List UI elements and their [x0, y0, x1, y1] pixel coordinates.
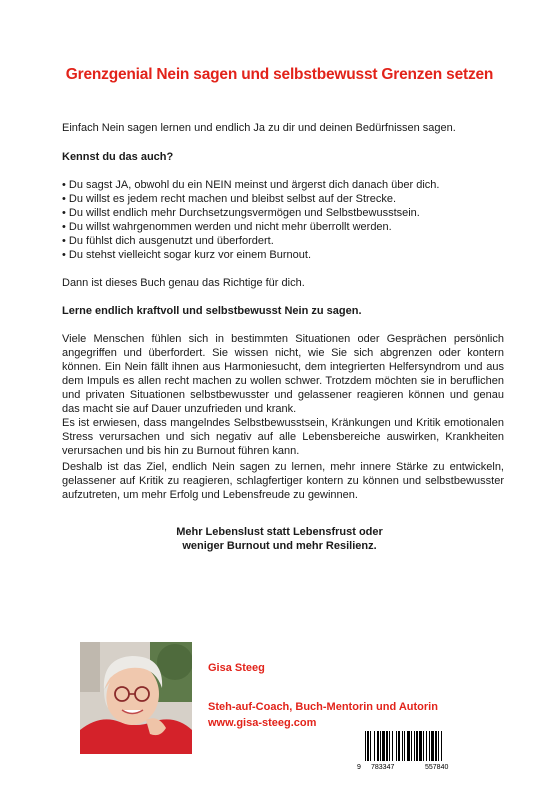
barcode-bar: [374, 731, 375, 761]
closing-tagline: [0, 525, 559, 553]
barcode-bar: [423, 731, 424, 761]
barcode-bar: [367, 731, 369, 761]
paragraph-1: Viele Menschen fühlen sich in bestimmten Situationen oder Gesprächen persönlich angegriffen und überfordert. Sie wissen nicht, wie Sie sich abgrenzen oder kontern können. Ein Nein fällt ihnen aus Harmoniesucht, dem integrierten Helfersyndrom und aus dem Impuls es allen recht machen zu wollen schwer. Trotzdem möchten sie in beruflichen und privaten Situationen selbstbewusster und gelassener reagieren können und genau das macht sie auf Dauer unzufrieden und krank.: [62, 333, 504, 415]
barcode-bar: [398, 731, 400, 761]
barcode-bar: [365, 731, 366, 761]
barcode-bar: [389, 731, 390, 761]
barcode-bar: [426, 731, 427, 761]
barcode-bar: [392, 731, 393, 761]
closing-line-2: weniger Burnout und mehr Resilienz.: [182, 540, 377, 552]
bullet-item: • Du stehst vielleicht sogar kurz vor einem Burnout.: [62, 249, 312, 261]
barcode-digit-prefix: 9: [357, 764, 361, 771]
barcode-bar: [435, 731, 437, 761]
author-roles: Steh-auf-Coach, Buch-Mentorin und Autorin: [208, 701, 438, 713]
author-photo: [80, 642, 192, 754]
paragraph-2: Es ist erwiesen, dass mangelndes Selbstbewusstsein, Kränkungen und Kritik emotionalen Stress verursachen und sich negativ auf alle Lebensbereiche auswirken, Krankheiten verursachen und bis hin zu Burnout führen kann.: [62, 417, 504, 457]
barcode-digits-left: 783347: [371, 764, 395, 771]
isbn-barcode: [355, 723, 479, 771]
barcode-bar: [407, 731, 410, 761]
barcode-bar: [377, 731, 379, 761]
barcode-bar: [370, 731, 371, 761]
bullet-item: • Du willst endlich mehr Durchsetzungsvermögen und Selbstbewusstsein.: [62, 207, 420, 219]
barcode-bar: [402, 731, 403, 761]
author-website-link[interactable]: www.gisa-steeg.com: [208, 717, 317, 729]
barcode-bar: [404, 731, 405, 761]
author-portrait-illustration: [80, 642, 192, 754]
lerne-heading: Lerne endlich kraftvoll und selbstbewusst Nein zu sagen.: [62, 305, 362, 317]
closing-line-1: Mehr Lebenslust statt Lebensfrust oder: [176, 526, 383, 538]
bullet-item: • Du willst es jedem recht machen und bleibst selbst auf der Strecke.: [62, 193, 397, 205]
barcode-digits-right: 557840: [425, 764, 449, 771]
barcode-bar: [411, 731, 412, 761]
deshalb-paragraph: Deshalb ist das Ziel, endlich Nein sagen zu lernen, mehr innere Stärke zu entwickeln, gelassener auf Kritik zu reagieren, schlagfertiger kontern zu können und selbstbewusster aufzutreten, um mehr Erfolg und Lebensfreude zu gewinnen.: [62, 461, 504, 501]
barcode-bar: [416, 731, 418, 761]
barcode-bar: [414, 731, 415, 761]
bullet-item: • Du willst wahrgenommen werden und nicht mehr überrollt werden.: [62, 221, 392, 233]
question-heading: Kennst du das auch?: [62, 151, 174, 163]
barcode-bar: [380, 731, 381, 761]
back-cover-title: Grenzgenial Nein sagen und selbstbewusst Grenzen setzen: [65, 66, 494, 83]
barcode-bar: [396, 731, 397, 761]
barcode-bar: [419, 731, 422, 761]
bullet-item: • Du sagst JA, obwohl du ein NEIN meinst und ärgerst dich danach über dich.: [62, 179, 440, 191]
bullet-list: [62, 178, 504, 262]
barcode-bar: [382, 731, 385, 761]
barcode-bar: [438, 731, 439, 761]
barcode-bar: [431, 731, 434, 761]
barcode-bar: [386, 731, 388, 761]
barcode-bar: [441, 731, 442, 761]
intro-text: Einfach Nein sagen lernen und endlich Ja zu dir und deinen Bedürfnissen sagen.: [62, 122, 456, 134]
barcode-bar: [429, 731, 430, 761]
body-paragraph: [62, 332, 504, 458]
bullet-item: • Du fühlst dich ausgenutzt und überfordert.: [62, 235, 274, 247]
author-name: Gisa Steeg: [208, 662, 265, 674]
dann-text: Dann ist dieses Buch genau das Richtige für dich.: [62, 277, 305, 289]
barcode-bars: [365, 731, 442, 761]
